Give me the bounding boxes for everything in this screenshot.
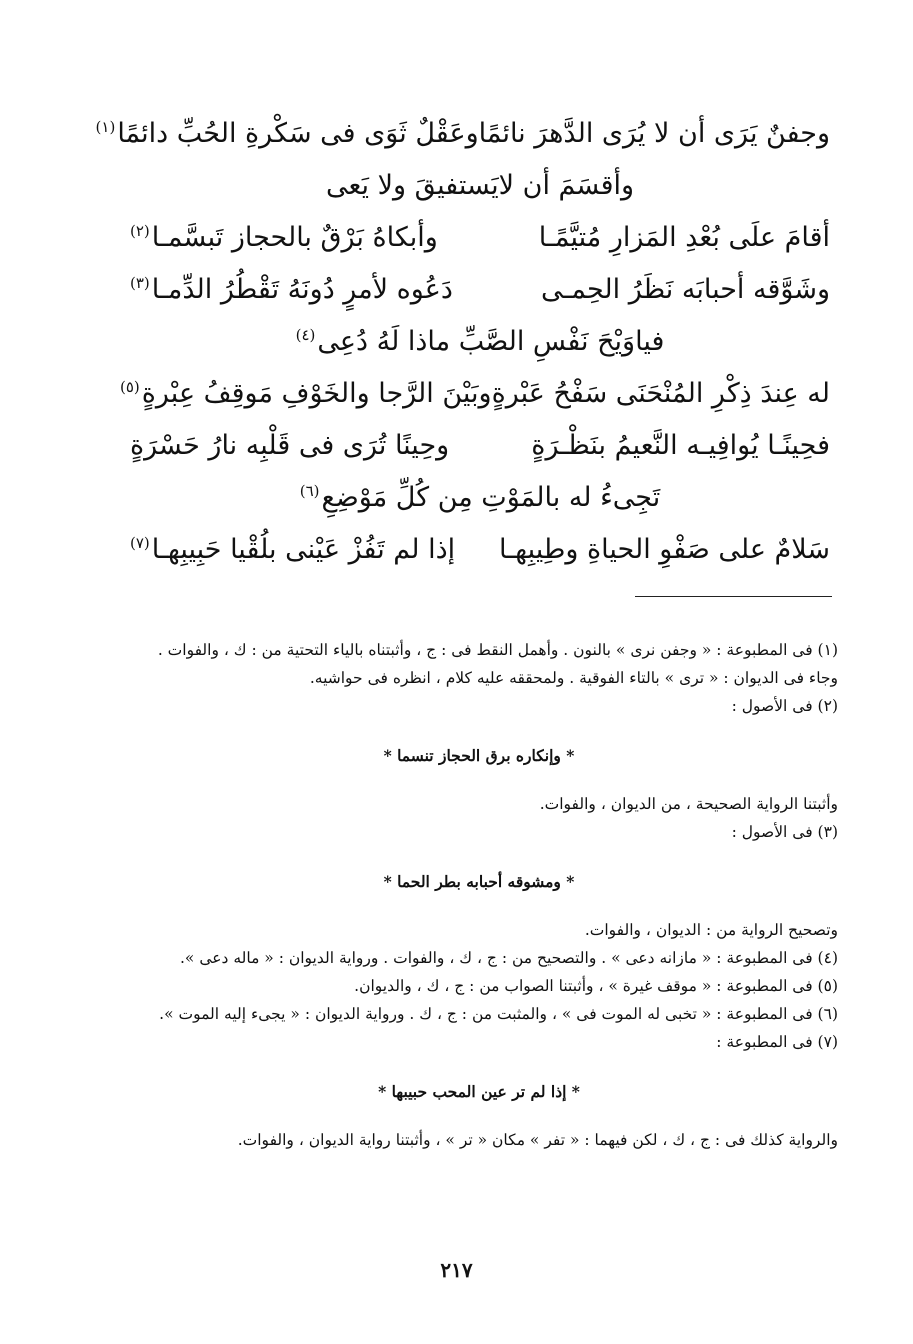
poem-center-text: فياوَيْحَ نَفْسِ الصَّبِّ ماذا لَهُ دُعِى xyxy=(317,326,665,357)
poem-hemistich-text: وعَقْلٌ ثَوَى فى سَكْرةِ الحُبِّ دائمًا xyxy=(117,118,479,149)
poem-line xyxy=(130,420,830,472)
footnote-marker: (٣) xyxy=(130,274,150,292)
footnote-line: (٢) فى الأصول : xyxy=(731,697,838,715)
footnote-separator xyxy=(635,596,832,597)
poem-line xyxy=(130,212,830,264)
poem-center-text: تَجِىءُ له بالمَوْتِ مِن كُلِّ مَوْضِعِ xyxy=(321,482,661,513)
footnote-quoted-verse: * وإنكاره برق الحجاز تنسما * xyxy=(383,746,575,765)
footnote-quoted-verse: * إذا لم تر عين المحب حبيبها * xyxy=(378,1082,580,1101)
page-number: ٢١٧ xyxy=(440,1258,473,1282)
poem-hemistich-text: وبَيْنَ الرَّجا والخَوْفِ مَوقِفُ عِبْرةٍ xyxy=(141,378,492,409)
footnote-quoted-verse: * ومشوقه أحبابه بطر الحما * xyxy=(383,872,575,891)
poem-hemistich-second xyxy=(130,264,453,316)
footnote-line: (٣) فى الأصول : xyxy=(731,823,838,841)
poem-hemistich-text: إذا لم تَفُزْ عَيْنى بلُقْيا حَبِيبِهـا xyxy=(151,534,456,565)
poem-hemistich-second xyxy=(130,524,455,576)
poem-line xyxy=(130,264,830,316)
poem-hemistich-text: وحِينًا تُرَى فى قَلْبِه نارُ حَسْرَةٍ xyxy=(130,430,450,461)
footnote-marker: (٢) xyxy=(130,222,150,240)
poem-line xyxy=(119,368,830,420)
footnote-marker: (٦) xyxy=(299,482,320,500)
poem-line xyxy=(130,160,830,212)
footnote-line: (٧) فى المطبوعة : xyxy=(716,1033,838,1051)
poem-line xyxy=(130,524,830,576)
footnote-marker: (٤) xyxy=(295,326,316,344)
poem-hemistich-text: دَعُوه لأمرٍ دُونَهُ تَقْطُرُ الدِّمـا xyxy=(151,274,453,305)
poem-hemistich-first: وشَوَّقه أحبابَه نَظَرُ الحِمـى xyxy=(540,274,830,305)
poem-hemistich-first: فحِينًـا يُوافِيـه النَّعيمُ بنَظْـرَةٍ xyxy=(531,430,830,461)
footnote-line: (٤) فى المطبوعة : « مازانه دعى » . والتصحيح من : ج ، ك ، والفوات . ورواية الديوان : « ماله دعى ». xyxy=(179,949,838,967)
footnotes-block xyxy=(120,636,838,1154)
footnote-line: والرواية كذلك فى : ج ، ك ، لكن فيهما : « تفر » مكان « تر » ، وأثبتنا رواية الديوان ، والفوات. xyxy=(237,1131,838,1149)
footnote-line: (١) فى المطبوعة : « وجفن نرى » بالنون . وأهمل النقط فى : ج ، وأثبتناه بالياء التحتية من : ك ، والفوات . xyxy=(157,641,838,659)
poem-hemistich-second xyxy=(130,420,449,472)
poem-line xyxy=(95,108,830,160)
poem-hemistich-text: وأبكاهُ بَرْقٌ بالحجاز تَبسَّمـا xyxy=(151,222,438,253)
footnote-line: (٦) فى المطبوعة : « تخبى له الموت فى » ، والمثبت من : ج ، ك . ورواية الديوان : « يجىء إليه الموت ». xyxy=(159,1005,838,1023)
footnote-marker: (٧) xyxy=(130,534,150,552)
footnote-line: وجاء فى الديوان : « ترى » بالتاء الفوقية . ولمحققه عليه كلام ، انظره فى حواشيه. xyxy=(309,669,838,687)
poem-hemistich-first: له عِندَ ذِكْرِ المُنْحَنَى سَفْحُ عَبْرةٍ xyxy=(491,378,830,409)
poem-line xyxy=(130,316,830,368)
poem-hemistich-first: وجفنٌ يَرَى أن لا يُرَى الدَّهرَ نائمًا xyxy=(478,118,830,149)
poem-hemistich-first: أقامَ علَى بُعْدِ المَزارِ مُتيَّمًـا xyxy=(538,222,830,253)
poem-hemistich-second xyxy=(120,368,492,420)
poem-hemistich-second xyxy=(96,108,479,160)
poem-line xyxy=(130,472,830,524)
poem-block xyxy=(95,108,830,576)
poem-hemistich-second xyxy=(130,212,438,264)
poem-hemistich-first: سَلامٌ على صَفْوِ الحياةِ وطِيبِهـا xyxy=(499,534,830,565)
footnote-marker: (٥) xyxy=(119,378,140,396)
footnote-line: وتصحيح الرواية من : الديوان ، والفوات. xyxy=(584,921,838,939)
footnote-marker: (١) xyxy=(95,118,116,136)
footnote-line: (٥) فى المطبوعة : « موقف غيرة » ، وأثبتنا الصواب من : ج ، ك ، والديوان. xyxy=(354,977,838,995)
poem-center-text: وأقسَمَ أن لايَستفيقَ ولا يَعى xyxy=(325,170,635,201)
footnote-line: وأثبتنا الرواية الصحيحة ، من الديوان ، والفوات. xyxy=(539,795,838,813)
